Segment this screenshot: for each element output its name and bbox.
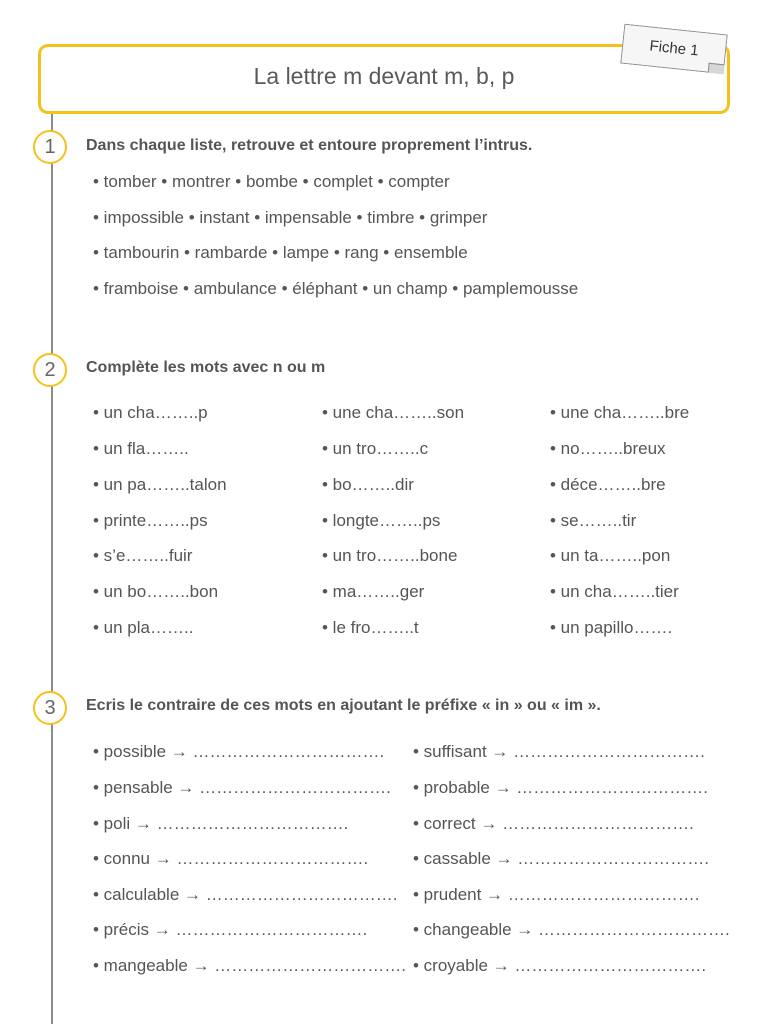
fill-in-item: • une cha……..son [322, 403, 465, 422]
fiche-label: Fiche 1 [648, 37, 700, 60]
antonym-item: • suffisant → ……………………………. [413, 742, 705, 761]
page-title: La lettre m devant m, b, p [253, 63, 515, 89]
fill-in-item: • une cha……..bre [550, 403, 690, 422]
antonym-item: • prudent → ……………………………. [413, 885, 700, 904]
antonym-item: • connu → ……………………………. [93, 849, 369, 868]
antonym-item: • croyable → ……………………………. [413, 956, 707, 975]
section-1-list-line: • tambourin • rambarde • lampe • rang • ensemble [93, 243, 468, 262]
folded-corner-icon [708, 63, 725, 75]
fill-in-item: • un tro……..c [322, 439, 429, 458]
fill-in-item: • un tro……..bone [322, 546, 458, 565]
fill-in-item: • no……..breux [550, 439, 666, 458]
section-1-list-line: • tomber • montrer • bombe • complet • compter [93, 172, 450, 191]
fill-in-item: • printe……..ps [93, 511, 208, 530]
fill-in-item: • se……..tir [550, 511, 637, 530]
section-2-heading: Complète les mots avec n ou m [86, 359, 326, 376]
fill-in-item: • s’e……..fuir [93, 546, 193, 565]
fill-in-item: • ma……..ger [322, 582, 425, 601]
fill-in-item: • le fro……..t [322, 618, 419, 637]
fill-in-item: • un cha……..p [93, 403, 208, 422]
section-1-list-line: • impossible • instant • impensable • timbre • grimper [93, 208, 488, 227]
fill-in-item: • un bo……..bon [93, 582, 219, 601]
fill-in-item: • un fla…….. [93, 439, 189, 458]
fill-in-item: • un pa……..talon [93, 475, 227, 494]
fill-in-item: • un papillo……. [550, 618, 673, 637]
antonym-item: • calculable → ……………………………. [93, 885, 398, 904]
section-1-list-line: • framboise • ambulance • éléphant • un champ • pamplemousse [93, 279, 579, 298]
section-3-number: 3 [33, 691, 67, 725]
antonym-item: • mangeable → ……………………………. [93, 956, 406, 975]
fill-in-item: • longte……..ps [322, 511, 441, 530]
antonym-item: • correct → ……………………………. [413, 814, 694, 833]
fill-in-item: • un cha……..tier [550, 582, 679, 601]
section-3-heading: Ecris le contraire de ces mots en ajoutant le préfixe « in » ou « im ». [86, 697, 601, 714]
fill-in-item: • un pla…….. [93, 618, 194, 637]
antonym-item: • changeable → ……………………………. [413, 920, 730, 939]
antonym-item: • poli → ……………………………. [93, 814, 349, 833]
fill-in-item: • bo……..dir [322, 475, 414, 494]
fill-in-item: • un ta……..pon [550, 546, 671, 565]
antonym-item: • précis → ……………………………. [93, 920, 368, 939]
antonym-item: • pensable → ……………………………. [93, 778, 391, 797]
antonym-item: • possible → ……………………………. [93, 742, 385, 761]
section-1-number: 1 [33, 130, 67, 164]
vertical-rule [51, 111, 53, 1024]
section-1-heading: Dans chaque liste, retrouve et entoure proprement l’intrus. [86, 137, 533, 154]
antonym-item: • cassable → ……………………………. [413, 849, 709, 868]
section-2-number: 2 [33, 353, 67, 387]
fill-in-item: • déce……..bre [550, 475, 666, 494]
antonym-item: • probable → ……………………………. [413, 778, 709, 797]
